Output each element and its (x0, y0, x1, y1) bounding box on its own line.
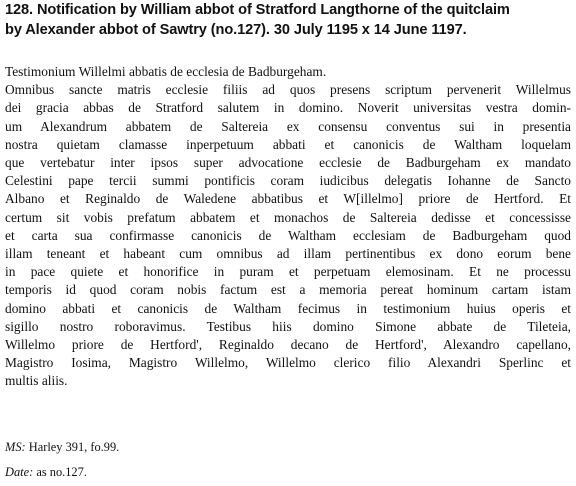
charter-text-line: domino abbati et canonicis de Waltham fecimus in testimonium huius operis et (5, 300, 571, 316)
charter-text-line: Magistro Iosima, Magistro Willelmo, Willelmo clerico filio Alexandri Sperlinc et (5, 355, 571, 371)
manuscript-value: Harley 391, fo.99. (28, 440, 120, 454)
date-value: as no.127. (36, 465, 87, 479)
charter-text-line: in pace quiete et honorifice in puram et perpetuam elemosinam. Et ne processu (5, 264, 571, 280)
charter-text-line: Albano et Reginaldo de Waledene abbatibus et W[illelmo] priore de Hertford. Et (5, 191, 571, 207)
charter-text-line: Willelmo priore de Hertford', Reginaldo decano de Hertford', Alexandro capellano, (5, 337, 571, 353)
manuscript-reference (5, 439, 571, 455)
charter-text-line: Celestini pape tercii summi pontificis coram iudicibus delegatis Iohanne de Sancto (5, 173, 571, 189)
charter-text-line: que vertebatur inter ipsos super advocatione ecclesie de Badburgeham ex mandato (5, 155, 571, 171)
charter-text-line: Omnibus sancte matris ecclesie filiis ad quos presens scriptum pervenerit Willelmus (5, 82, 571, 98)
charter-text-line: um Alexandrum abbatem de Saltereia ex consensu conventus sui in presentia (5, 118, 571, 134)
charter-text-line: dei gracia abbas de Stratford salutem in domino. Noverit universitas vestra domin- (5, 100, 571, 116)
charter-text-line: temporis id quod coram nobis factum est a memoria pereat hominum cartam istam (5, 282, 571, 298)
charter-rubric: Testimonium Willelmi abbatis de ecclesia de Badburgeham. (5, 64, 327, 79)
manuscript-label: MS: (5, 440, 26, 454)
date-label: Date: (5, 465, 34, 479)
charter-text-line: sigillo nostro roboravimus. Testibus hiis domino Simone abbate de Tileteia, (5, 318, 571, 334)
charter-text-line: nostra quietam clamasse inperpetuum abbati et canonicis de Waltham loquelam (5, 136, 571, 152)
charter-text-line: certum sit vobis prefatum abbatem et monachos de Saltereia dedisse et concessisse (5, 209, 571, 225)
charter-text-line: et carta sua confirmasse canonicis de Waltham ecclesiam de Badburgeham quod (5, 227, 571, 243)
heading-line: 128. Notification by William abbot of Stratford Langthorne of the quitclaim (5, 2, 510, 18)
date-reference (5, 464, 571, 480)
charter-text (5, 63, 571, 391)
charter-heading (5, 0, 571, 40)
charter-text-line: multis aliis. (5, 373, 68, 389)
heading-line: by Alexander abbot of Sawtry (no.127). 30 July 1195 x 14 June 1197. (5, 22, 467, 38)
charter-text-line: illam teneant et habeant cum omnibus ad illam pertinentibus ex dono eorum bene (5, 246, 571, 262)
